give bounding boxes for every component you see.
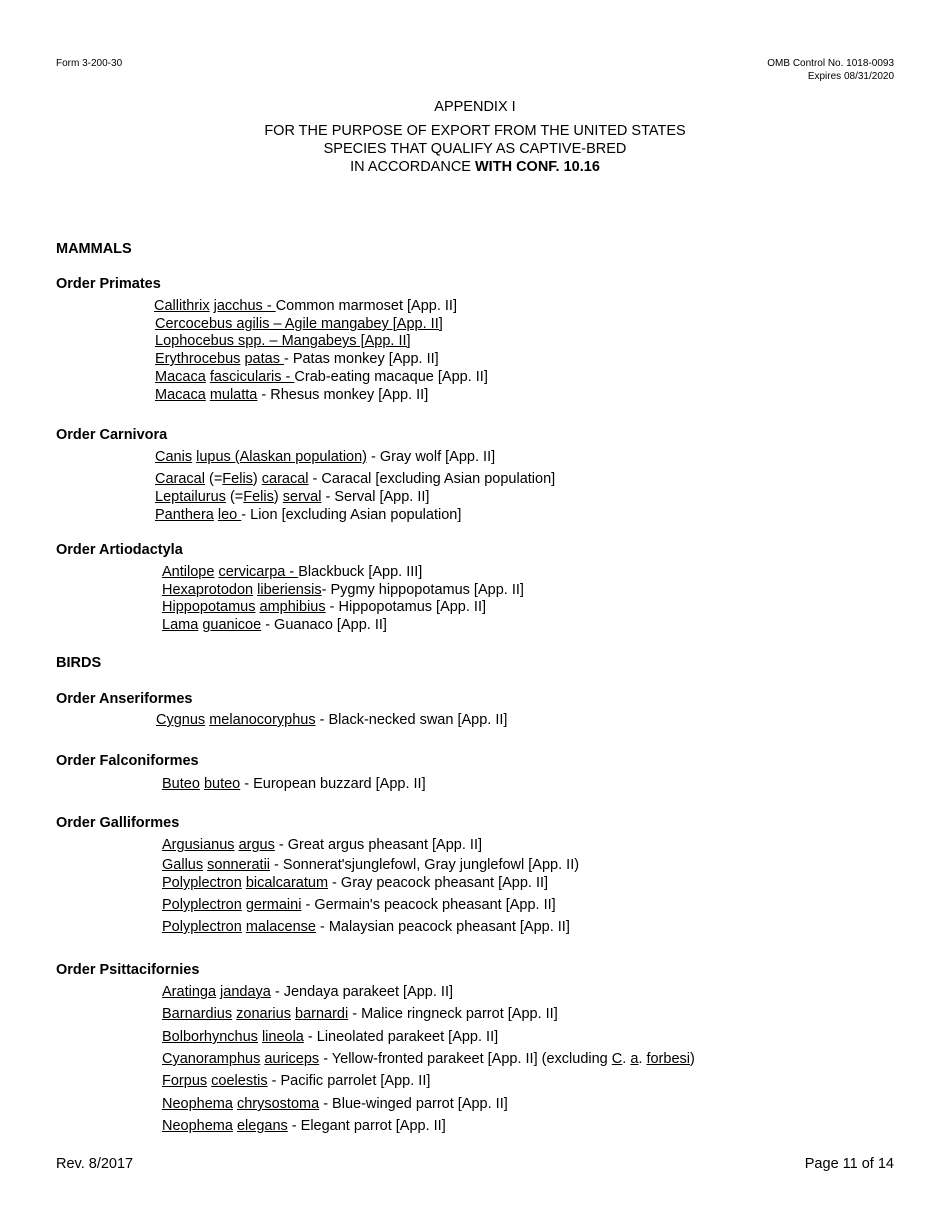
species-entry: Leptailurus (=Felis) serval - Serval [App. II] — [155, 489, 430, 505]
section-heading-birds: BIRDS — [56, 655, 102, 671]
section-heading-mammals: MAMMALS — [56, 241, 132, 257]
title-line-2: SPECIES THAT QUALIFY AS CAPTIVE-BRED — [323, 141, 627, 157]
order-heading-artiodactyla: Order Artiodactyla — [56, 542, 183, 558]
species-entry: Gallus sonneratii - Sonnerat'sjunglefowl, Gray junglefowl [App. II) — [162, 857, 580, 873]
species-entry: Lophocebus spp. – Mangabeys [App. II] — [155, 333, 411, 349]
revision-date: Rev. 8/2017 — [56, 1156, 134, 1172]
species-entry: Antilope cervicarpa - Blackbuck [App. III] — [162, 564, 423, 580]
species-entry: Neophema chrysostoma - Blue-winged parrot [App. II] — [162, 1096, 508, 1112]
expiration-date: Expires 08/31/2020 — [807, 71, 894, 82]
title-line-1: FOR THE PURPOSE OF EXPORT FROM THE UNITED STATES — [264, 123, 686, 139]
order-heading-psittaciformes: Order Psittacifornies — [56, 962, 200, 978]
form-number: Form 3-200-30 — [56, 58, 123, 69]
species-entry: Neophema elegans - Elegant parrot [App. II] — [162, 1118, 446, 1134]
order-heading-anseriformes: Order Anseriformes — [56, 691, 193, 707]
document-title — [0, 99, 950, 176]
omb-info — [767, 57, 894, 83]
order-heading-galliformes: Order Galliformes — [56, 815, 180, 831]
species-entry: Hippopotamus amphibius - Hippopotamus [App. II] — [162, 599, 487, 615]
species-entry: Cygnus melanocoryphus - Black-necked swan [App. II] — [156, 712, 508, 728]
species-entry: Bolborhynchus lineola - Lineolated parakeet [App. II] — [162, 1029, 499, 1045]
species-entry: Argusianus argus - Great argus pheasant [App. II] — [162, 837, 483, 853]
species-entry: Canis lupus (Alaskan population) - Gray wolf [App. II] — [155, 449, 496, 465]
species-entry: Polyplectron germaini - Germain's peacock pheasant [App. II] — [162, 897, 556, 913]
species-entry: Lama guanicoe - Guanaco [App. II] — [162, 617, 387, 633]
species-entry: Macaca mulatta - Rhesus monkey [App. II] — [155, 387, 429, 403]
order-heading-primates: Order Primates — [56, 276, 161, 292]
appendix-title: APPENDIX I — [434, 99, 516, 115]
species-entry: Cyanoramphus auriceps - Yellow-fronted parakeet [App. II] (excluding C. a. forbesi) — [162, 1051, 695, 1067]
species-entry: Barnardius zonarius barnardi - Malice ringneck parrot [App. II] — [162, 1006, 558, 1022]
title-line-3: IN ACCORDANCE WITH CONF. 10.16 — [350, 159, 600, 175]
omb-control-number: OMB Control No. 1018-0093 — [767, 58, 894, 69]
title-subheading — [0, 122, 950, 176]
species-entry: Erythrocebus patas - Patas monkey [App. II] — [155, 351, 439, 367]
species-entry: Polyplectron bicalcaratum - Gray peacock pheasant [App. II] — [162, 875, 549, 891]
species-entry: Macaca fascicularis - Crab-eating macaque [App. II] — [155, 369, 488, 385]
species-entry: Aratinga jandaya - Jendaya parakeet [App. II] — [162, 984, 454, 1000]
species-entry: Polyplectron malacense - Malaysian peacock pheasant [App. II] — [162, 919, 570, 935]
species-entry: Caracal (=Felis) caracal - Caracal [excluding Asian population] — [155, 471, 556, 487]
species-entry: Callithrix jacchus - Common marmoset [App. II] — [154, 298, 457, 314]
species-entry: Buteo buteo - European buzzard [App. II] — [162, 776, 426, 792]
species-entry: Cercocebus agilis – Agile mangabey [App. II] — [155, 316, 443, 332]
species-entry: Hexaprotodon liberiensis- Pygmy hippopotamus [App. II] — [162, 582, 524, 598]
species-entry: Forpus coelestis - Pacific parrolet [App. II] — [162, 1073, 431, 1089]
page-number: Page 11 of 14 — [804, 1156, 894, 1172]
order-heading-carnivora: Order Carnivora — [56, 427, 168, 443]
order-heading-falconiformes: Order Falconiformes — [56, 753, 199, 769]
conf-reference: WITH CONF. 10.16 — [475, 159, 600, 175]
species-entry: Panthera leo - Lion [excluding Asian population] — [155, 507, 462, 523]
